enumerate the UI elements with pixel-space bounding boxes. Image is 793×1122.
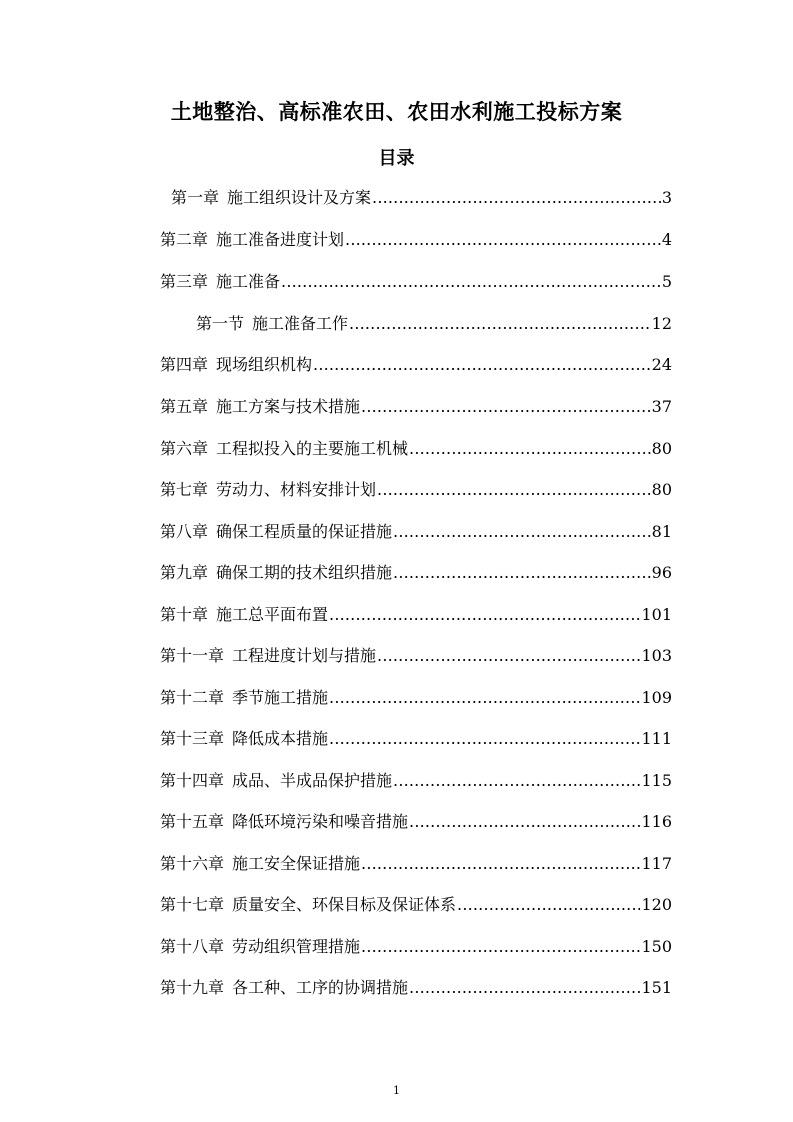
toc-chapter-number: 第十二章 <box>160 688 225 707</box>
toc-entry-chapter-8[interactable] <box>160 520 672 544</box>
toc-chapter-number: 第六章 <box>160 439 209 458</box>
toc-dot-leader <box>377 478 651 502</box>
toc-dot-leader <box>329 603 640 627</box>
toc-entry-title: 劳动组织管理措施 <box>232 937 361 956</box>
toc-page-number: 116 <box>641 812 672 831</box>
toc-chapter-number: 第四章 <box>160 355 209 374</box>
toc-heading: 目录 <box>378 148 415 169</box>
toc-chapter-number: 第八章 <box>160 522 209 541</box>
toc-page-number: 117 <box>641 854 672 873</box>
toc-entry-chapter-11[interactable] <box>160 644 672 668</box>
toc-dot-leader <box>409 976 640 1000</box>
toc-dot-leader <box>393 769 640 793</box>
toc-page-number: 37 <box>651 397 672 416</box>
toc-page-number: 150 <box>641 937 672 956</box>
document-title: 土地整治、高标准农田、农田水利施工投标方案 <box>170 100 623 124</box>
toc-chapter-number: 第十九章 <box>160 978 225 997</box>
toc-entry-title: 确保工期的技术组织措施 <box>216 563 393 582</box>
toc-chapter-number: 第十五章 <box>160 812 225 831</box>
toc-entry-chapter-16[interactable] <box>160 852 672 876</box>
toc-chapter-number: 第十七章 <box>160 895 225 914</box>
toc-dot-leader <box>329 686 640 710</box>
toc-chapter-number: 第三章 <box>160 272 209 291</box>
toc-chapter-number: 第十章 <box>160 605 209 624</box>
toc-page-number: 96 <box>651 563 672 582</box>
toc-dot-leader <box>313 353 651 377</box>
toc-entry-title: 施工准备工作 <box>252 314 349 333</box>
toc-entry-chapter-10[interactable] <box>160 603 672 627</box>
toc-dot-leader <box>409 810 640 834</box>
toc-page-number: 80 <box>651 480 672 499</box>
toc-entry-chapter-6[interactable] <box>160 437 672 461</box>
toc-page-number: 120 <box>641 895 672 914</box>
toc-entry-chapter-19[interactable] <box>160 976 672 1000</box>
toc-dot-leader <box>329 727 640 751</box>
toc-page-number: 24 <box>651 355 672 374</box>
toc-entry-chapter-3[interactable] <box>160 270 672 294</box>
toc-entry-chapter-4[interactable] <box>160 353 672 377</box>
toc-chapter-number: 第七章 <box>160 480 209 499</box>
toc-page-number: 151 <box>641 978 672 997</box>
toc-entry-chapter-7[interactable] <box>160 478 672 502</box>
toc-entry-title: 工程进度计划与措施 <box>232 646 377 665</box>
toc-dot-leader <box>361 852 640 876</box>
toc-chapter-number: 第一章 <box>171 188 220 207</box>
toc-entry-chapter-5[interactable] <box>160 395 672 419</box>
toc-section-number: 第一节 <box>196 314 245 333</box>
toc-dot-leader <box>409 437 651 461</box>
toc-entry-title: 确保工程质量的保证措施 <box>216 522 393 541</box>
toc-chapter-number: 第十一章 <box>160 646 225 665</box>
toc-entry-title: 施工方案与技术措施 <box>216 397 361 416</box>
toc-page-number: 103 <box>641 646 672 665</box>
toc-dot-leader <box>361 395 651 419</box>
toc-entry-chapter-9[interactable] <box>160 561 672 585</box>
toc-dot-leader <box>393 561 651 585</box>
toc-entry-chapter-12[interactable] <box>160 686 672 710</box>
toc-chapter-number: 第十四章 <box>160 771 225 790</box>
toc-dot-leader <box>457 893 640 917</box>
toc-dot-leader <box>361 935 640 959</box>
toc-entry-title: 质量安全、环保目标及保证体系 <box>232 895 457 914</box>
toc-entry-title: 降低成本措施 <box>232 729 329 748</box>
toc-chapter-number: 第五章 <box>160 397 209 416</box>
footer-page-number: 1 <box>393 1084 400 1097</box>
toc-entry-title: 施工准备 <box>216 272 281 291</box>
toc-entry-chapter-13[interactable] <box>160 727 672 751</box>
toc-page-number: 109 <box>641 688 672 707</box>
toc-dot-leader <box>349 312 651 336</box>
toc-entry-title: 成品、半成品保护措施 <box>232 771 393 790</box>
toc-page-number: 101 <box>641 605 672 624</box>
toc-dot-leader <box>377 644 640 668</box>
toc-page-number: 3 <box>661 188 672 207</box>
toc-chapter-number: 第十三章 <box>160 729 225 748</box>
toc-page-number: 81 <box>651 522 672 541</box>
toc-entry-title: 季节施工措施 <box>232 688 329 707</box>
toc-chapter-number: 第九章 <box>160 563 209 582</box>
toc-entry-title: 工程拟投入的主要施工机械 <box>216 439 409 458</box>
toc-entry-section-1[interactable] <box>196 312 672 336</box>
toc-page-number: 5 <box>661 272 672 291</box>
toc-entry-chapter-1[interactable] <box>171 186 672 210</box>
toc-entry-title: 施工总平面布置 <box>216 605 329 624</box>
toc-chapter-number: 第十八章 <box>160 937 225 956</box>
toc-dot-leader <box>393 520 651 544</box>
toc-page-number: 80 <box>651 439 672 458</box>
toc-page-number: 12 <box>651 314 672 333</box>
toc-dot-leader <box>372 186 661 210</box>
toc-chapter-number: 第二章 <box>160 230 209 249</box>
toc-page-number: 115 <box>641 771 672 790</box>
toc-entry-title: 施工准备进度计划 <box>216 230 345 249</box>
toc-entry-chapter-2[interactable] <box>160 228 672 252</box>
toc-page-number: 111 <box>641 729 672 748</box>
toc-entry-title: 劳动力、材料安排计划 <box>216 480 377 499</box>
toc-entry-chapter-14[interactable] <box>160 769 672 793</box>
toc-entry-chapter-17[interactable] <box>160 893 672 917</box>
toc-entry-title: 降低环境污染和噪音措施 <box>232 812 409 831</box>
toc-dot-leader <box>345 228 661 252</box>
toc-entry-title: 施工组织设计及方案 <box>227 188 372 207</box>
toc-entry-title: 施工安全保证措施 <box>232 854 361 873</box>
toc-entry-chapter-18[interactable] <box>160 935 672 959</box>
toc-entry-title: 各工种、工序的协调措施 <box>232 978 409 997</box>
toc-entry-chapter-15[interactable] <box>160 810 672 834</box>
toc-entry-title: 现场组织机构 <box>216 355 313 374</box>
toc-page-number: 4 <box>661 230 672 249</box>
toc-dot-leader <box>281 270 661 294</box>
toc-chapter-number: 第十六章 <box>160 854 225 873</box>
